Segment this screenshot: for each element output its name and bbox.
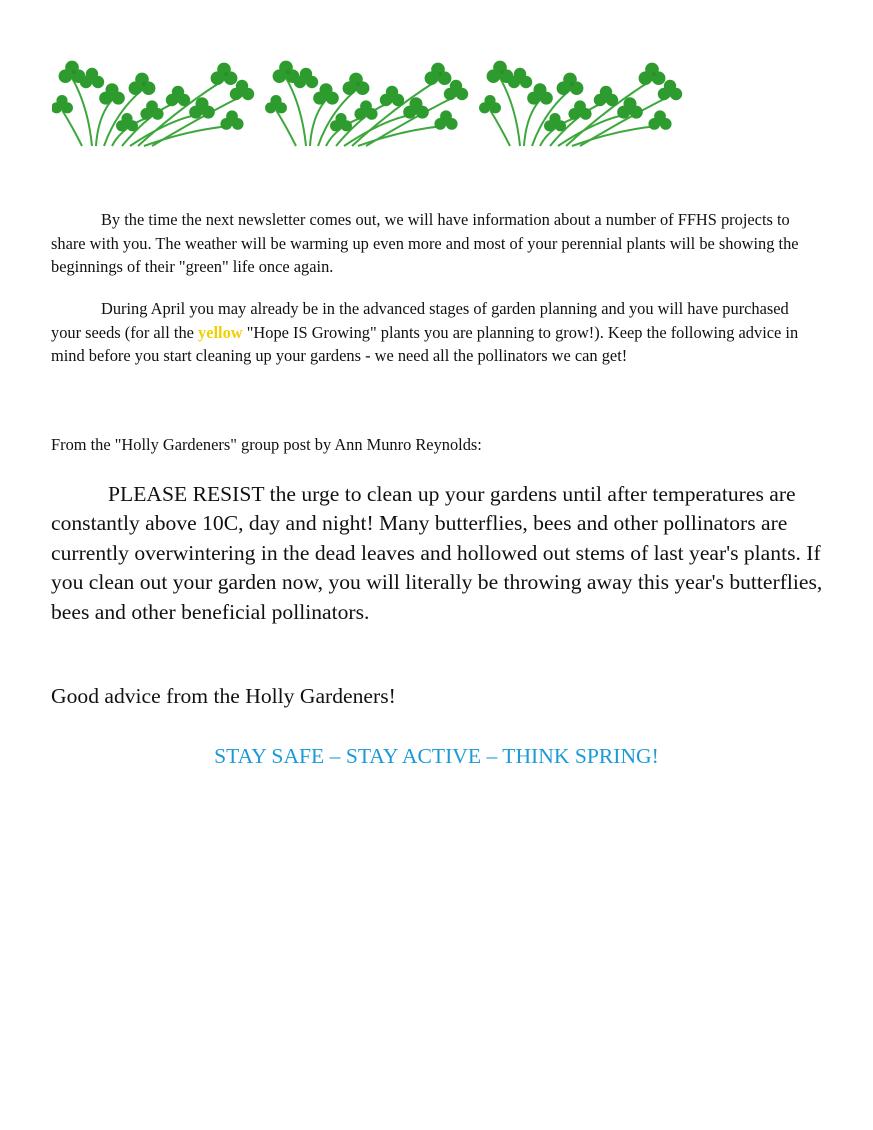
april-paragraph-text-before: During April you may already be in the advanced stages of garden planning and you will have purchased your seeds (for all the: [51, 299, 789, 342]
intro-paragraph: [51, 208, 819, 279]
shamrock-clover-icon: [52, 61, 254, 146]
slogan: STAY SAFE – STAY ACTIVE – THINK SPRING!: [214, 744, 659, 768]
quote-attribution: From the "Holly Gardeners" group post by Ann Munro Reynolds:: [51, 435, 482, 454]
closing-line: Good advice from the Holly Gardeners!: [51, 684, 396, 708]
shamrock-banner: [52, 46, 692, 150]
pollinator-quote-text: PLEASE RESIST the urge to clean up your gardens until after temperatures are constantly above 10C, day and night! Many butterflies, bees and other pollinators are currently overwintering in the dead leaves and hollowed out stems of last year's plants. If you clean out your garden now, you will literally be throwing away this year's butterflies, bees and other beneficial pollinators.: [51, 482, 823, 624]
yellow-highlight: yellow: [198, 322, 243, 342]
intro-paragraph-text: By the time the next newsletter comes out, we will have information about a number of FFHS projects to share with you. The weather will be warming up even more and most of your perennial plants will be showing the beginnings of their "green" life once again.: [51, 210, 799, 276]
april-paragraph-text-after: "Hope IS Growing" plants you are planning to grow!). Keep the following advice in mind before you start cleaning up your gardens - we need all the pollinators we can get!: [51, 322, 799, 365]
shamrock-clover-icon: [265, 61, 468, 146]
pollinator-quote: [51, 480, 831, 627]
shamrock-clover-icon: [479, 61, 682, 146]
april-paragraph: [51, 297, 819, 368]
